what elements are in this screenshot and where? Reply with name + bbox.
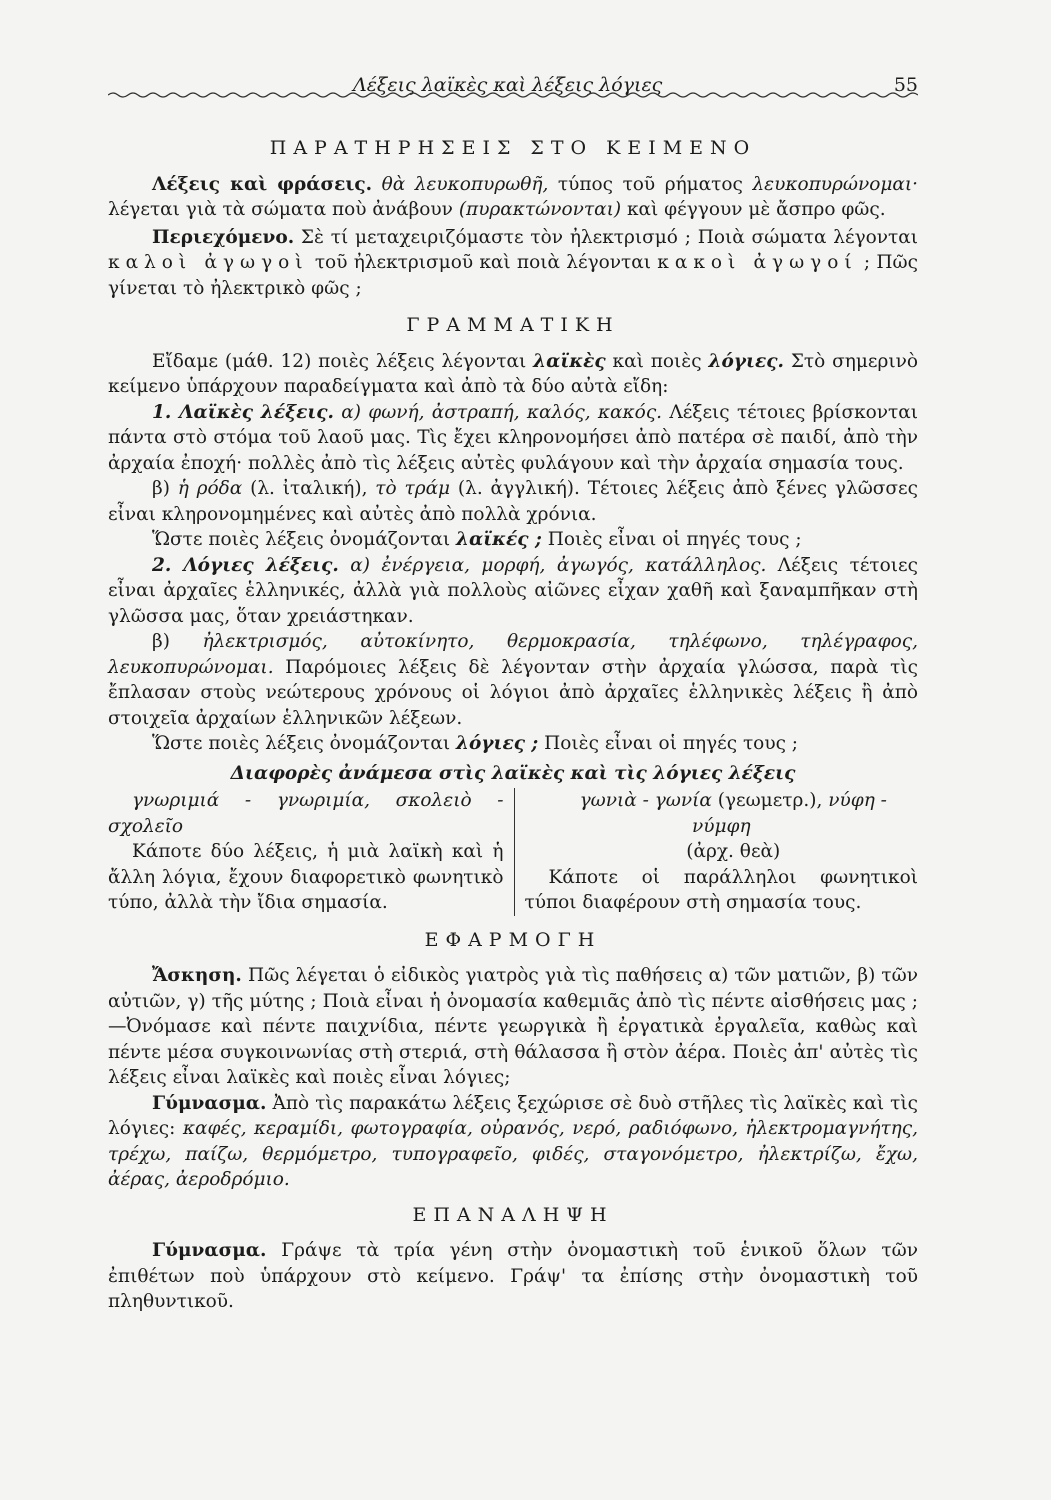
- content-spaced-term: καλοὶ ἀγωγοὶ: [108, 252, 309, 273]
- learned-words-label: 2. Λόγιες λέξεις.: [152, 554, 339, 576]
- learned-words-question: [108, 731, 918, 757]
- words-paragraph: [108, 172, 918, 223]
- learned-words-text: Λέξεις τέτοιες εἶναι ἀρχαῖες ἑλληνικές, ἀλλὰ γιὰ πολλοὺς αἰῶνες εἶχαν χαθῆ καὶ ξαναμπῆκαν στὴ γλῶσσα μας, ὅταν χρειάστηκαν.: [108, 554, 918, 627]
- exercise-text: Πῶς λέγεται ὁ εἰδικὸς γιατρὸς γιὰ τὶς παθήσεις α) τῶν ματιῶν, β) τῶν αὐτιῶν, γ) τῆς μύτης ; Ποιὰ εἶναι ἡ ὀνομασία καθεμιᾶς ἀπὸ τὶς πέντε αἰσθήσεις μας ;—Ὀνόμασε καὶ πέντε παιχνίδια, πέντε γεωργικὰ ἢ ἐργατικὰ ἐργαλεῖα, καθὼς καὶ πέντε μέσα συγκοινωνίας στὴ στεριά, στὴ θάλασσα ἢ στὸν ἀέρα. Ποιὲς ἀπ' αὐτὲς τὶς λέξεις εἶναι λαϊκὲς καὶ ποιὲς εἶναι λόγιες;: [108, 965, 918, 1088]
- content-text: Σὲ τί μεταχειριζόμαστε τὸν ἠλεκτρισμό ; Ποιὰ σώματα λέγονται: [294, 226, 918, 248]
- gym-text: Ἀπὸ τὶς παρακάτω λέξεις ξεχώρισε σὲ δυὸ στῆλες τὶς λαϊκὲς καὶ τὶς λόγιες:: [108, 1092, 918, 1139]
- grammar-intro: [108, 349, 918, 400]
- folk-words-label: 1. Λαϊκὲς λέξεις.: [152, 401, 334, 423]
- content-paragraph: [108, 225, 918, 302]
- folk-words-paragraph: [108, 400, 918, 477]
- differences-right-column: [515, 788, 919, 916]
- folk-words-question: [108, 527, 918, 553]
- review-gym-label: Γύμνασμα.: [152, 1240, 267, 1261]
- words-gloss: (πυρακτώνονται): [458, 199, 622, 220]
- gym-paragraph: [108, 1091, 918, 1193]
- review-gym-text: Γράψε τὰ τρία γένη στὴν ὀνομαστικὴ τοῦ ἑνικοῦ ὅλων τῶν ἐπιθέτων ποὺ ὑπάρχουν στὸ κείμενο. Γράψ' τα ἐπίσης στὴν ὀνομαστικὴ τοῦ πληθυντικοῦ.: [108, 1240, 918, 1312]
- content-text-2: τοῦ ἠλεκτρισμοῦ καὶ ποιὰ λέγονται: [308, 252, 658, 273]
- review-heading: ΕΠΑΝΑΛΗΨΗ: [412, 1203, 614, 1226]
- content-spaced-term-2: κακοὶ ἀγωγοί: [657, 252, 858, 273]
- folk-b-marker: β): [152, 478, 178, 499]
- left-explanation: Κάποτε δύο λέξεις, ἡ μιὰ λαϊκὴ καὶ ἡ ἄλλη λόγια, ἔχουν διαφορετικὸ φωνητικὸ τύπο, ἀλλὰ τὴν ἴδια σημασία.: [108, 841, 504, 913]
- learned-question-text-2: Ποιὲς εἶναι οἱ πηγές τους ;: [538, 733, 799, 754]
- right-pair-2: νύφη - νύμφη: [691, 790, 887, 837]
- differences-left-column: [108, 788, 515, 916]
- folk-b-word-1: ἡ ρόδα: [177, 478, 243, 499]
- learned-b-words: ἠλεκτρισμός, αὐτοκίνητο, θερμοκρασία, τηλέφωνο, τηλέγραφος, λευκοπυρώνομαι.: [108, 631, 919, 678]
- words-label: Λέξεις καὶ φράσεις.: [152, 173, 373, 195]
- content-flow: [108, 128, 918, 1315]
- folk-b-text-2: (λ. ἀγγλική). Τέτοιες λέξεις ἀπὸ ξένες γλῶσσες εἶναι κληρονομημένες καὶ αὐτὲς ἀπὸ πολλὰ χρόνια.: [108, 478, 918, 525]
- header-rule: [108, 90, 918, 100]
- running-head-title: Λέξεις λαϊκὲς καὶ λέξεις λόγιες: [353, 74, 663, 96]
- differences-heading: Διαφορὲς ἀνάμεσα στὶς λαϊκὲς καὶ τὶς λόγιες λέξεις: [230, 762, 796, 784]
- page-number: 55: [893, 74, 918, 96]
- exercise-label: Ἄσκηση.: [152, 965, 242, 986]
- folk-b-word-2: τὸ τράμ: [375, 478, 451, 499]
- learned-question-term: λόγιες ;: [456, 733, 539, 754]
- folk-b-text: (λ. ἰταλική),: [242, 478, 376, 499]
- gym-label: Γύμνασμα.: [152, 1092, 267, 1114]
- folk-words-foreign: [108, 476, 918, 527]
- learned-b-text: Παρόμοιες λέξεις δὲ λέγονταν στὴν ἀρχαία γλώσσα, παρὰ τὶς ἔπλασαν στοὺς νεώτερους χρόνους οἱ λόγιοι ἀπὸ ἀρχαῖες ἑλληνικὲς λέξεις ἢ ἀπὸ στοιχεῖα ἀρχαίων ἑλληνικῶν λέξεων.: [108, 656, 918, 729]
- folk-question-text: Ὥστε ποιὲς λέξεις ὀνομάζονται: [152, 529, 456, 550]
- grammar-intro-text-3: Στὸ σημερινὸ κείμενο ὑπάρχουν παραδείγματα καὶ ἀπὸ τὰ δύο αὐτὰ εἴδη:: [108, 350, 919, 397]
- words-verb: λευκοπυρώνομαι·: [752, 173, 919, 195]
- grammar-term-learned: λόγιες.: [708, 350, 784, 372]
- learned-b-marker: β): [152, 631, 203, 652]
- words-term: θὰ λευκοπυρωθῆ,: [381, 173, 549, 195]
- application-heading: ΕΦΑΡΜΟΓΗ: [424, 928, 602, 951]
- grammar-intro-text-2: καὶ ποιὲς: [605, 350, 709, 372]
- right-explanation: Κάποτε οἱ παράλληλοι φωνητικοὶ τύποι διαφέρουν στὴ σημασία τους.: [524, 866, 918, 913]
- right-word-pairs: [525, 788, 919, 839]
- words-text-2: λέγεται γιὰ τὰ σώματα ποὺ ἀνάβουν: [108, 199, 459, 220]
- learned-words-modern: [108, 629, 918, 731]
- folk-words-text: Λέξεις τέτοιες βρίσκονται πάντα στὸ στόμα τοῦ λαοῦ μας. Τὶς ἔχει κληρονομήσει ἀπὸ πατέρα σὲ παιδί, ἀπὸ τὴν ἀρχαία ἐποχή· πολλὲς ἀπὸ τὶς λέξεις αὐτὲς φυλάγουν καὶ τὴν ἀρχαία σημασία τους.: [108, 401, 918, 474]
- folk-question-term: λαϊκές ;: [456, 529, 542, 550]
- content-text-3: ; Πῶς γίνεται τὸ ἠλεκτρικὸ φῶς ;: [108, 252, 919, 299]
- left-word-pairs: γνωριμιά - γνωριμία, σκολειὸ - σχολεῖο: [108, 790, 504, 837]
- folk-words-examples: α) φωνή, ἀστραπή, καλός, κακός.: [334, 401, 663, 423]
- differences-columns: [108, 788, 918, 916]
- right-pair-1: γωνιὰ - γωνία: [579, 790, 712, 811]
- words-text-3: καὶ φέγγουν μὲ ἄσπρο φῶς.: [621, 199, 886, 220]
- gym-words: καφές, κεραμίδι, φωτογραφία, οὐρανός, νερό, ραδιόφωνο, ἠλεκτρομαγνήτης, τρέχω, παίζω, θερμόμετρο, τυπογραφεῖο, φιδές, σταγονόμετρο, ἠλεκτρίζω, ἔχω, ἀέρας, ἀεροδρόμιο.: [108, 1118, 919, 1190]
- folk-question-text-2: Ποιὲς εἶναι οἱ πηγές τους ;: [541, 529, 802, 550]
- exercise-paragraph: [108, 963, 918, 1091]
- learned-words-examples: α) ἐνέργεια, μορφή, ἀγωγός, κατάλληλος.: [338, 554, 767, 576]
- learned-words-paragraph: [108, 553, 918, 630]
- notes-heading: ΠΑΡΑΤΗΡΗΣΕΙΣ ΣΤΟ ΚΕΙΜΕΝΟ: [269, 137, 757, 159]
- content-label: Περιεχόμενο.: [152, 226, 295, 248]
- grammar-heading: ΓΡΑΜΜΑΤΙΚΗ: [406, 314, 620, 336]
- right-pair-note: (γεωμετρ.),: [711, 790, 829, 811]
- right-pair-note-2: (ἀρχ. θεὰ): [686, 841, 781, 862]
- grammar-term-folk: λαϊκὲς: [533, 350, 606, 372]
- learned-question-text: Ὥστε ποιὲς λέξεις ὀνομάζονται: [152, 733, 456, 754]
- grammar-intro-text: Εἴδαμε (μάθ. 12) ποιὲς λέξεις λέγονται: [152, 350, 534, 372]
- words-text: τύπος τοῦ ρήματος: [548, 173, 753, 195]
- review-paragraph: [108, 1238, 918, 1315]
